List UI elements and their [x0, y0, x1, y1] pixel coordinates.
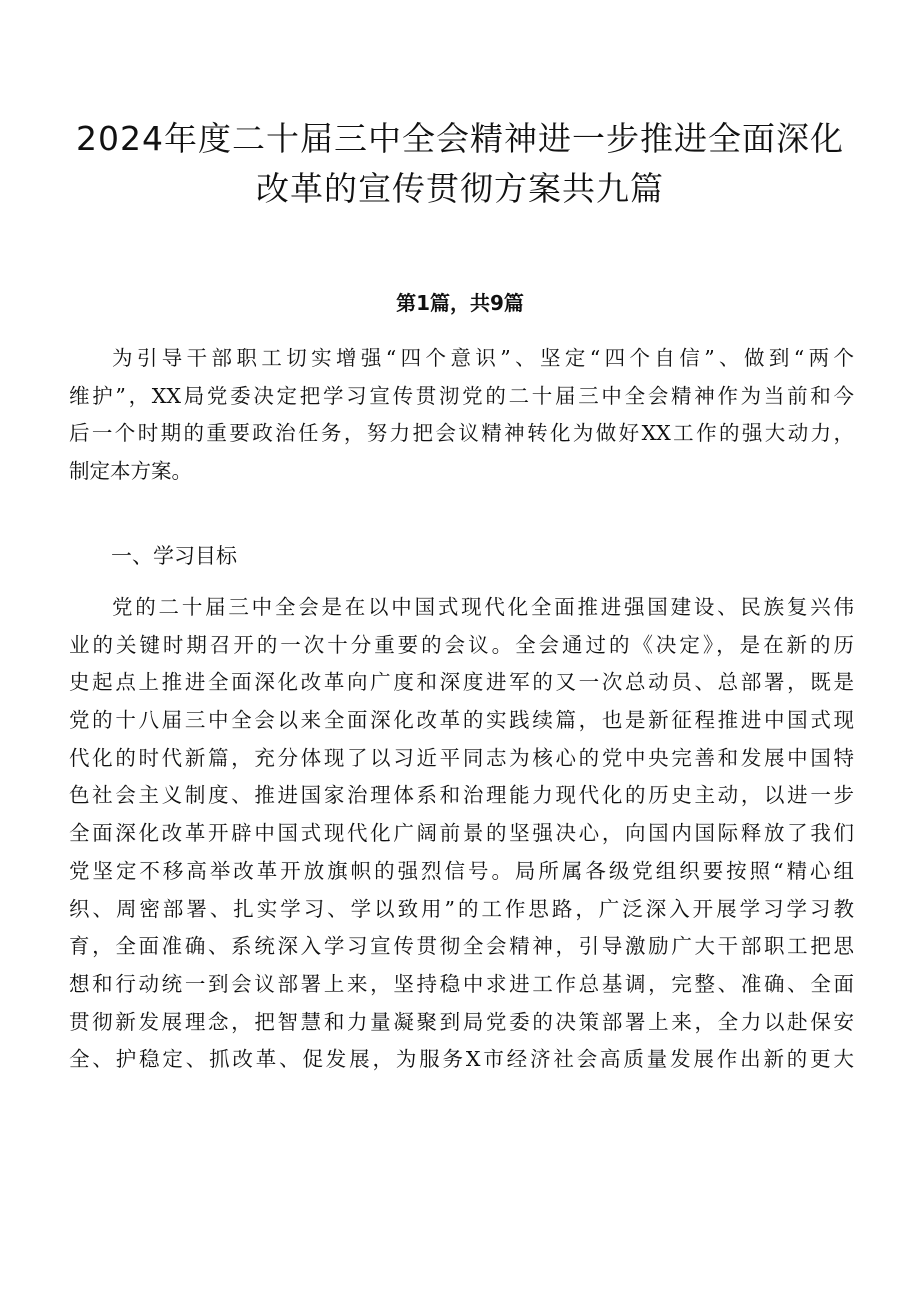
- paragraph-line: 育，全面准确、系统深入学习宣传贯彻全会精神，引导激励广大干部职工把思: [69, 934, 854, 959]
- section-paragraph: [69, 589, 854, 1079]
- part-indicator: 第1篇，共9篇: [396, 291, 524, 315]
- title-line-1: 2024年度二十届三中全会精神进一步推进全面深化: [76, 119, 844, 158]
- paragraph-line: 想和行动统一到会议部署上来，坚持稳中求进工作总基调，完整、准确、全面: [69, 971, 854, 996]
- document-title: [60, 114, 860, 214]
- paragraph-line: 维护”，XX局党委决定把学习宣传贯沏党的二十届三中全会精神作为当前和今: [69, 383, 854, 408]
- paragraph-line: 党的十八届三中全会以来全面深化改革的实践续篇，也是新征程推进中国式现: [69, 708, 854, 733]
- section-heading: 一、学习目标: [111, 544, 237, 568]
- paragraph-line: 党坚定不移高举改革开放旗帜的强烈信号。局所属各级党组织要按照“精心组: [69, 858, 854, 883]
- paragraph-line: 代化的时代新篇，充分体现了以习近平同志为核心的党中央完善和发展中国特: [69, 745, 854, 770]
- paragraph-line: 为引导干部职工切实增强“四个意识”、坚定“四个自信”、做到“两个: [112, 346, 854, 370]
- paragraph-line: 业的关键时期召开的一次十分重要的会议。全会通过的《决定》，是在新的历: [69, 632, 854, 657]
- paragraph-line: 全面深化改革开辟中国式现代化广阔前景的坚强决心，向国内国际释放了我们: [69, 821, 854, 846]
- paragraph-line: 制定本方案。: [69, 459, 192, 484]
- paragraph-line: 党的二十届三中全会是在以中国式现代化全面推进强国建设、民族复兴伟: [112, 595, 854, 619]
- paragraph-line: 后一个时期的重要政治任务，努力把会议精神转化为做好XX工作的强大动力，: [69, 421, 854, 446]
- paragraph-line: 全、护稳定、抓改革、促发展，为服务X市经济社会高质量发展作出新的更大: [69, 1047, 854, 1072]
- paragraph-line: 史起点上推进全面深化改革向广度和深度进军的又一次总动员、总部署，既是: [69, 670, 854, 695]
- intro-paragraph: [69, 340, 854, 491]
- title-line-2: 改革的宣传贯彻方案共九篇: [256, 169, 664, 208]
- paragraph-line: 织、周密部署、扎实学习、学以致用”的工作思路，广泛深入开展学习学习教: [69, 896, 854, 921]
- paragraph-line: 贯彻新发展理念，把智慧和力量凝聚到局党委的决策部署上来，全力以赴保安: [69, 1009, 854, 1034]
- paragraph-line: 色社会主义制度、推进国家治理体系和治理能力现代化的历史主动，以进一步: [69, 783, 854, 808]
